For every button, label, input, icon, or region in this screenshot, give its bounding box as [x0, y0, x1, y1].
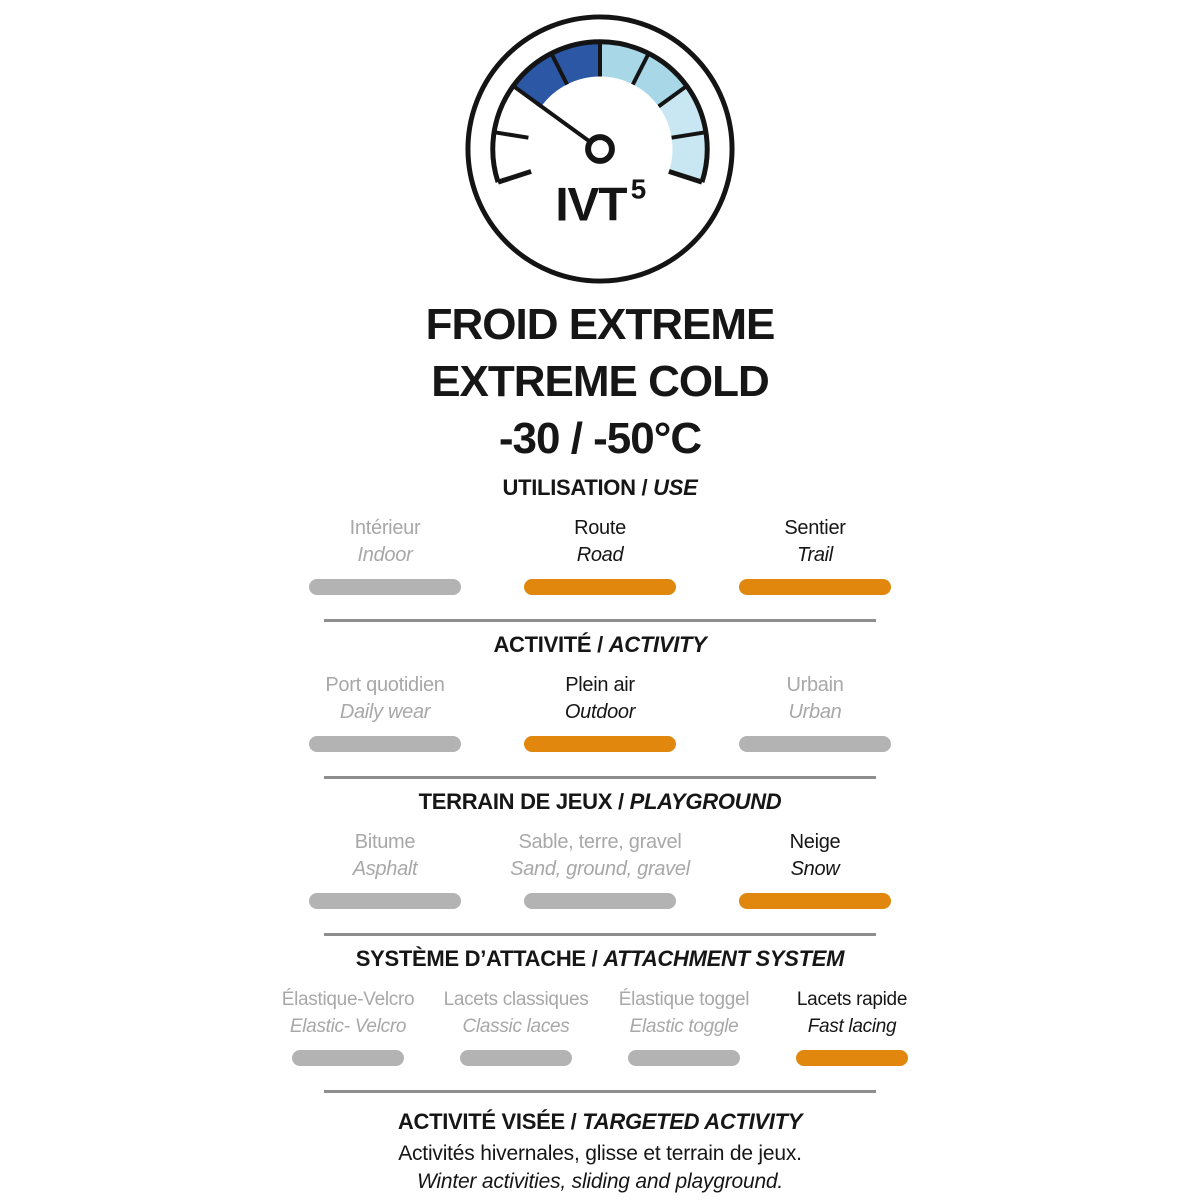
rating-bar [524, 579, 676, 595]
option-indoor [278, 515, 493, 595]
heading-separator: / [635, 475, 654, 500]
option-label-en: Snow [790, 858, 840, 880]
rating-bar [524, 893, 676, 909]
section-divider [324, 1090, 876, 1093]
option-label-fr: Port quotidien [325, 674, 445, 696]
option-road [493, 515, 708, 595]
section-heading-attachment-system [0, 946, 1200, 972]
option-label-en: Outdoor [564, 701, 636, 723]
option-snow [708, 829, 923, 909]
heading-separator: / [591, 632, 609, 657]
option-label-fr: Bitume [354, 831, 416, 853]
heading-fr: ACTIVITÉ VISÉE [397, 1109, 565, 1134]
section-divider [324, 776, 876, 779]
section-heading-activity [0, 632, 1200, 658]
title-block [0, 296, 1200, 467]
option-label-fr: Lacets rapide [796, 989, 908, 1010]
heading-separator: / [612, 789, 630, 814]
option-sand-ground-gravel [493, 829, 708, 909]
options-row-use [0, 515, 1200, 595]
rating-bar [309, 893, 461, 909]
heading-en: ACTIVITY [608, 632, 707, 657]
rating-bar [292, 1050, 404, 1066]
option-label-fr: Sable, terre, gravel [518, 831, 682, 853]
heading-fr: UTILISATION [502, 475, 636, 500]
heading-en: ATTACHMENT SYSTEM [603, 946, 845, 971]
option-label-fr: Lacets classiques [443, 989, 589, 1010]
gauge-hub [588, 137, 612, 161]
rating-bar [309, 579, 461, 595]
options-row-attachment-system [0, 986, 1200, 1066]
heading-separator: / [564, 1109, 583, 1134]
heading-fr: ACTIVITÉ [493, 632, 592, 657]
option-label-fr: Élastique toggel [618, 989, 750, 1010]
option-label-en: Elastic toggle [629, 1016, 739, 1037]
option-label-en: Elastic- Velcro [289, 1016, 407, 1037]
gauge-container [0, 0, 1200, 288]
heading-en: TARGETED ACTIVITY [582, 1109, 803, 1134]
heading-en: PLAYGROUND [629, 789, 782, 814]
option-label-en: Asphalt [352, 858, 418, 880]
heading-en: USE [653, 475, 698, 500]
heading-fr: SYSTÈME D’ATTACHE [355, 946, 586, 971]
title-french: FROID EXTREME [425, 300, 775, 349]
heading-fr: TERRAIN DE JEUX [418, 789, 613, 814]
option-label-en: Classic laces [462, 1016, 570, 1037]
gauge-label-superscript: 5 [630, 173, 647, 205]
rating-bar [309, 736, 461, 752]
rating-bar [524, 736, 676, 752]
options-row-playground [0, 829, 1200, 909]
option-label-fr: Élastique-Velcro [281, 989, 415, 1010]
option-outdoor [493, 672, 708, 752]
rating-bar [460, 1050, 572, 1066]
rating-bar [739, 736, 891, 752]
option-fast-lacing [768, 986, 936, 1066]
targeted-activity-block [0, 1109, 1200, 1196]
temperature-range: -30 / -50°C [498, 414, 702, 463]
options-row-activity [0, 672, 1200, 752]
option-asphalt [278, 829, 493, 909]
gauge-label: IVT [555, 178, 627, 232]
option-label-en: Road [576, 544, 624, 566]
option-classic-laces [432, 986, 600, 1066]
option-label-fr: Sentier [784, 517, 846, 539]
rating-bar [796, 1050, 908, 1066]
option-urban [708, 672, 923, 752]
option-elastic-velcro [264, 986, 432, 1066]
heading-separator: / [585, 946, 604, 971]
option-label-fr: Urbain [786, 674, 844, 696]
rating-bar [739, 579, 891, 595]
option-trail [708, 515, 923, 595]
option-label-en: Daily wear [339, 701, 431, 723]
title-english: EXTREME COLD [431, 357, 769, 406]
option-elastic-toggle [600, 986, 768, 1066]
description-en: Winter activities, sliding and playground. [416, 1170, 784, 1193]
option-label-en: Trail [797, 544, 833, 566]
option-label-en: Sand, ground, gravel [510, 858, 690, 880]
option-label-fr: Route [574, 517, 626, 539]
section-heading-playground [0, 789, 1200, 815]
section-divider [324, 933, 876, 936]
option-label-en: Fast lacing [807, 1016, 897, 1037]
option-label-en: Indoor [357, 544, 413, 566]
rating-bar [739, 893, 891, 909]
option-label-fr: Neige [789, 831, 841, 853]
section-heading-use [0, 475, 1200, 501]
option-label-fr: Plein air [565, 674, 635, 696]
section-heading-targeted-activity [0, 1109, 1200, 1135]
targeted-activity-descriptions [0, 1140, 1200, 1196]
option-label-fr: Intérieur [349, 517, 421, 539]
ivt-temperature-gauge-icon [461, 10, 739, 288]
description-fr: Activités hivernales, glisse et terrain de jeux. [398, 1142, 802, 1165]
section-divider [324, 619, 876, 622]
option-daily-wear [278, 672, 493, 752]
option-label-en: Urban [788, 701, 842, 723]
rating-bar [628, 1050, 740, 1066]
